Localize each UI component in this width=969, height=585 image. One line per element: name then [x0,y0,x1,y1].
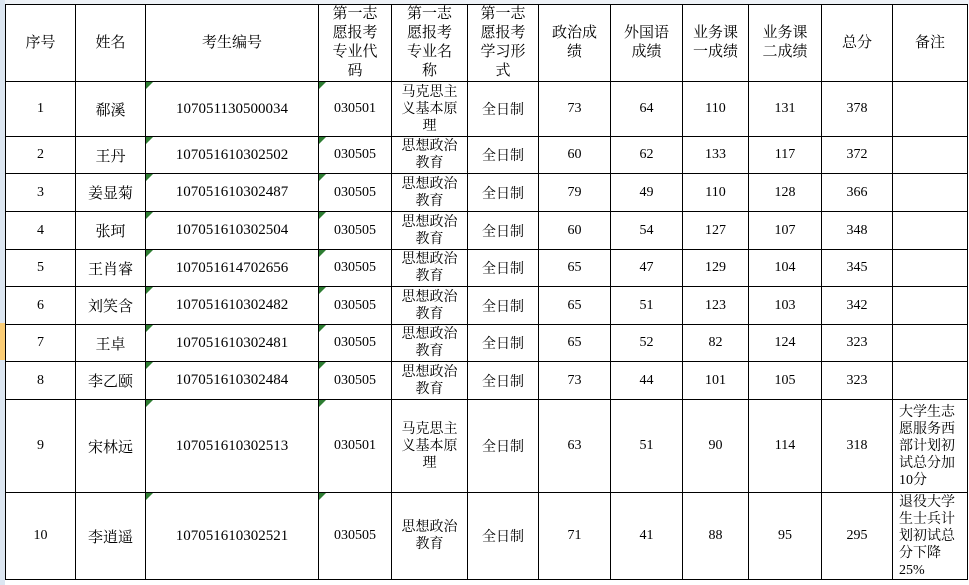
cell-course2[interactable]: 124 [749,325,822,362]
cell-course1[interactable]: 110 [683,82,749,137]
cell-major-code[interactable] [319,82,392,137]
major-code-text: 030505 [334,184,376,200]
cell-major-name[interactable]: 思想政治教育 [392,174,468,212]
major-code-text: 030505 [334,335,376,350]
cell-total[interactable]: 323 [822,325,893,362]
cell-major-name[interactable]: 思想政治教育 [392,250,468,287]
cell-name[interactable]: 王丹 [76,137,146,174]
candidate-no-text: 107051130500034 [176,100,288,117]
error-flag-icon [319,362,326,369]
header-foreign-score[interactable]: 外国语成绩 [611,5,683,82]
cell-course1[interactable]: 129 [683,250,749,287]
cell-politics[interactable]: 65 [539,325,611,362]
error-flag-icon [146,82,153,89]
cell-total[interactable]: 318 [822,400,893,493]
cell-course2[interactable]: 117 [749,137,822,174]
table-row [6,362,968,400]
header-course2-score[interactable]: 业务课二成绩 [749,5,822,82]
cell-foreign[interactable]: 52 [611,325,683,362]
header-remark[interactable]: 备注 [893,5,968,82]
cell-course2[interactable]: 128 [749,174,822,212]
cell-major-code[interactable] [319,137,392,174]
cell-name[interactable]: 李乙颐 [76,362,146,400]
cell-serial[interactable]: 3 [6,174,76,212]
cell-politics[interactable]: 63 [539,400,611,493]
cell-candidate-no[interactable] [146,400,319,493]
cell-foreign[interactable]: 47 [611,250,683,287]
cell-name[interactable]: 李逍遥 [76,493,146,580]
exam-score-table [5,4,968,580]
cell-candidate-no[interactable] [146,287,319,325]
error-flag-icon [319,212,326,219]
candidate-no-text: 107051614702656 [175,259,289,276]
header-serial[interactable]: 序号 [6,5,76,82]
candidate-no-text: 107051610302482 [175,297,289,313]
cell-remark[interactable]: 退役大学生士兵计划初试总分下降25% [893,493,968,580]
cell-major-name[interactable]: 马克思主义基本原理 [392,400,468,493]
cell-foreign[interactable]: 62 [611,137,683,174]
cell-politics[interactable]: 79 [539,174,611,212]
cell-remark[interactable] [893,287,968,325]
cell-name[interactable]: 王卓 [76,325,146,362]
cell-course2[interactable]: 95 [749,493,822,580]
candidate-no-text: 107051610302502 [175,146,289,163]
table-row [6,287,968,325]
cell-study-form[interactable]: 全日制 [468,325,539,362]
cell-course1[interactable]: 110 [683,174,749,212]
cell-major-name[interactable]: 马克思主义基本原理 [392,82,468,137]
cell-foreign[interactable]: 44 [611,362,683,400]
cell-major-code[interactable] [319,250,392,287]
cell-candidate-no[interactable] [146,493,319,580]
error-flag-icon [146,174,153,181]
table-row [6,400,968,493]
cell-study-form[interactable]: 全日制 [468,493,539,580]
table-row [6,212,968,250]
major-code-text: 030501 [334,101,376,116]
cell-major-name[interactable]: 思想政治教育 [392,212,468,250]
error-flag-icon [146,400,153,407]
table-row [6,493,968,580]
header-study-form[interactable]: 第一志愿报考学习形式 [468,5,539,82]
header-major-name[interactable]: 第一志愿报考专业名称 [392,5,468,82]
cell-remark[interactable] [893,212,968,250]
cell-politics[interactable]: 65 [539,250,611,287]
cell-study-form[interactable]: 全日制 [468,362,539,400]
cell-serial[interactable]: 4 [6,212,76,250]
cell-major-code[interactable] [319,325,392,362]
cell-remark[interactable] [893,174,968,212]
candidate-no-text: 107051610302513 [175,437,289,454]
cell-major-name[interactable]: 思想政治教育 [392,362,468,400]
cell-course1[interactable]: 101 [683,362,749,400]
cell-study-form[interactable]: 全日制 [468,137,539,174]
header-total-score[interactable]: 总分 [822,5,893,82]
candidate-no-text: 107051610302504 [175,222,289,238]
cell-serial[interactable]: 9 [6,400,76,493]
cell-major-code[interactable] [319,400,392,493]
cell-politics[interactable]: 65 [539,287,611,325]
table-row [6,174,968,212]
cell-name[interactable]: 郗溪 [76,82,146,137]
error-flag-icon [319,287,326,294]
cell-remark[interactable] [893,362,968,400]
header-row [6,5,968,82]
cell-politics[interactable]: 60 [539,212,611,250]
cell-serial[interactable]: 7 [6,325,76,362]
cell-foreign[interactable]: 49 [611,174,683,212]
cell-study-form[interactable]: 全日制 [468,400,539,493]
cell-total[interactable]: 372 [822,137,893,174]
cell-serial[interactable]: 5 [6,250,76,287]
cell-total[interactable]: 345 [822,250,893,287]
cell-course1[interactable]: 90 [683,400,749,493]
cell-serial[interactable]: 10 [6,493,76,580]
cell-foreign[interactable]: 64 [611,82,683,137]
cell-course1[interactable]: 127 [683,212,749,250]
error-flag-icon [319,250,326,257]
cell-course2[interactable]: 104 [749,250,822,287]
error-flag-icon [319,174,326,181]
cell-study-form[interactable]: 全日制 [468,212,539,250]
cell-major-name[interactable]: 思想政治教育 [392,493,468,580]
cell-course1[interactable]: 82 [683,325,749,362]
major-code-text: 030505 [334,147,376,162]
cell-remark[interactable] [893,82,968,137]
table-row [6,250,968,287]
cell-study-form[interactable]: 全日制 [468,174,539,212]
cell-course2[interactable]: 114 [749,400,822,493]
error-flag-icon [146,287,153,294]
cell-remark[interactable] [893,137,968,174]
cell-politics[interactable]: 71 [539,493,611,580]
cell-major-code[interactable] [319,493,392,580]
error-flag-icon [146,493,153,500]
candidate-no-text: 107051610302487 [175,184,289,200]
error-flag-icon [146,212,153,219]
cell-total[interactable]: 295 [822,493,893,580]
table-row [6,82,968,137]
major-code-text: 030505 [334,297,376,313]
cell-remark[interactable] [893,250,968,287]
error-flag-icon [146,325,153,332]
cell-major-code[interactable] [319,362,392,400]
cell-study-form[interactable]: 全日制 [468,82,539,137]
error-flag-icon [319,400,326,407]
cell-name[interactable]: 宋林远 [76,400,146,493]
cell-candidate-no[interactable] [146,325,319,362]
cell-politics[interactable]: 60 [539,137,611,174]
candidate-no-text: 107051610302481 [175,334,289,351]
cell-study-form[interactable]: 全日制 [468,287,539,325]
cell-major-name[interactable]: 思想政治教育 [392,325,468,362]
cell-politics[interactable]: 73 [539,362,611,400]
cell-course1[interactable]: 123 [683,287,749,325]
candidate-no-text: 107051610302521 [175,527,289,544]
cell-major-code[interactable] [319,287,392,325]
error-flag-icon [146,362,153,369]
cell-major-name[interactable]: 思想政治教育 [392,287,468,325]
table-row [6,325,968,362]
cell-course1[interactable]: 133 [683,137,749,174]
error-flag-icon [319,493,326,500]
major-code-text: 030505 [334,528,376,543]
cell-name[interactable]: 刘笑含 [76,287,146,325]
cell-foreign[interactable]: 54 [611,212,683,250]
cell-course2[interactable]: 131 [749,82,822,137]
cell-major-name[interactable]: 思想政治教育 [392,137,468,174]
cell-total[interactable]: 366 [822,174,893,212]
cell-remark[interactable]: 大学生志愿服务西部计划初试总分加10分 [893,400,968,493]
cell-foreign[interactable]: 51 [611,400,683,493]
error-flag-icon [319,82,326,89]
cell-total[interactable]: 323 [822,362,893,400]
cell-course2[interactable]: 103 [749,287,822,325]
cell-candidate-no[interactable] [146,137,319,174]
error-flag-icon [146,137,153,144]
error-flag-icon [319,137,326,144]
cell-total[interactable]: 342 [822,287,893,325]
header-candidate-no[interactable]: 考生编号 [146,5,319,82]
cell-candidate-no[interactable] [146,362,319,400]
cell-candidate-no[interactable] [146,174,319,212]
cell-remark[interactable] [893,325,968,362]
cell-course1[interactable]: 88 [683,493,749,580]
cell-major-code[interactable] [319,212,392,250]
error-flag-icon [146,250,153,257]
cell-total[interactable]: 378 [822,82,893,137]
cell-candidate-no[interactable] [146,82,319,137]
header-politics-score[interactable]: 政治成绩 [539,5,611,82]
cell-candidate-no[interactable] [146,212,319,250]
cell-name[interactable]: 王肖睿 [76,250,146,287]
table-row [6,137,968,174]
cell-serial[interactable]: 8 [6,362,76,400]
cell-study-form[interactable]: 全日制 [468,250,539,287]
cell-major-code[interactable] [319,174,392,212]
cell-foreign[interactable]: 51 [611,287,683,325]
cell-serial[interactable]: 2 [6,137,76,174]
cell-name[interactable]: 姜显菊 [76,174,146,212]
cell-course2[interactable]: 107 [749,212,822,250]
candidate-no-text: 107051610302484 [175,372,289,388]
cell-politics[interactable]: 73 [539,82,611,137]
header-course1-score[interactable]: 业务课一成绩 [683,5,749,82]
cell-name[interactable]: 张珂 [76,212,146,250]
cell-serial[interactable]: 1 [6,82,76,137]
cell-serial[interactable]: 6 [6,287,76,325]
major-code-text: 030505 [334,260,376,275]
cell-candidate-no[interactable] [146,250,319,287]
error-flag-icon [319,325,326,332]
header-name[interactable]: 姓名 [76,5,146,82]
cell-total[interactable]: 348 [822,212,893,250]
major-code-text: 030501 [334,438,376,453]
major-code-text: 030505 [334,372,376,388]
header-major-code[interactable]: 第一志愿报考专业代码 [319,5,392,82]
cell-course2[interactable]: 105 [749,362,822,400]
cell-foreign[interactable]: 41 [611,493,683,580]
major-code-text: 030505 [334,222,376,238]
